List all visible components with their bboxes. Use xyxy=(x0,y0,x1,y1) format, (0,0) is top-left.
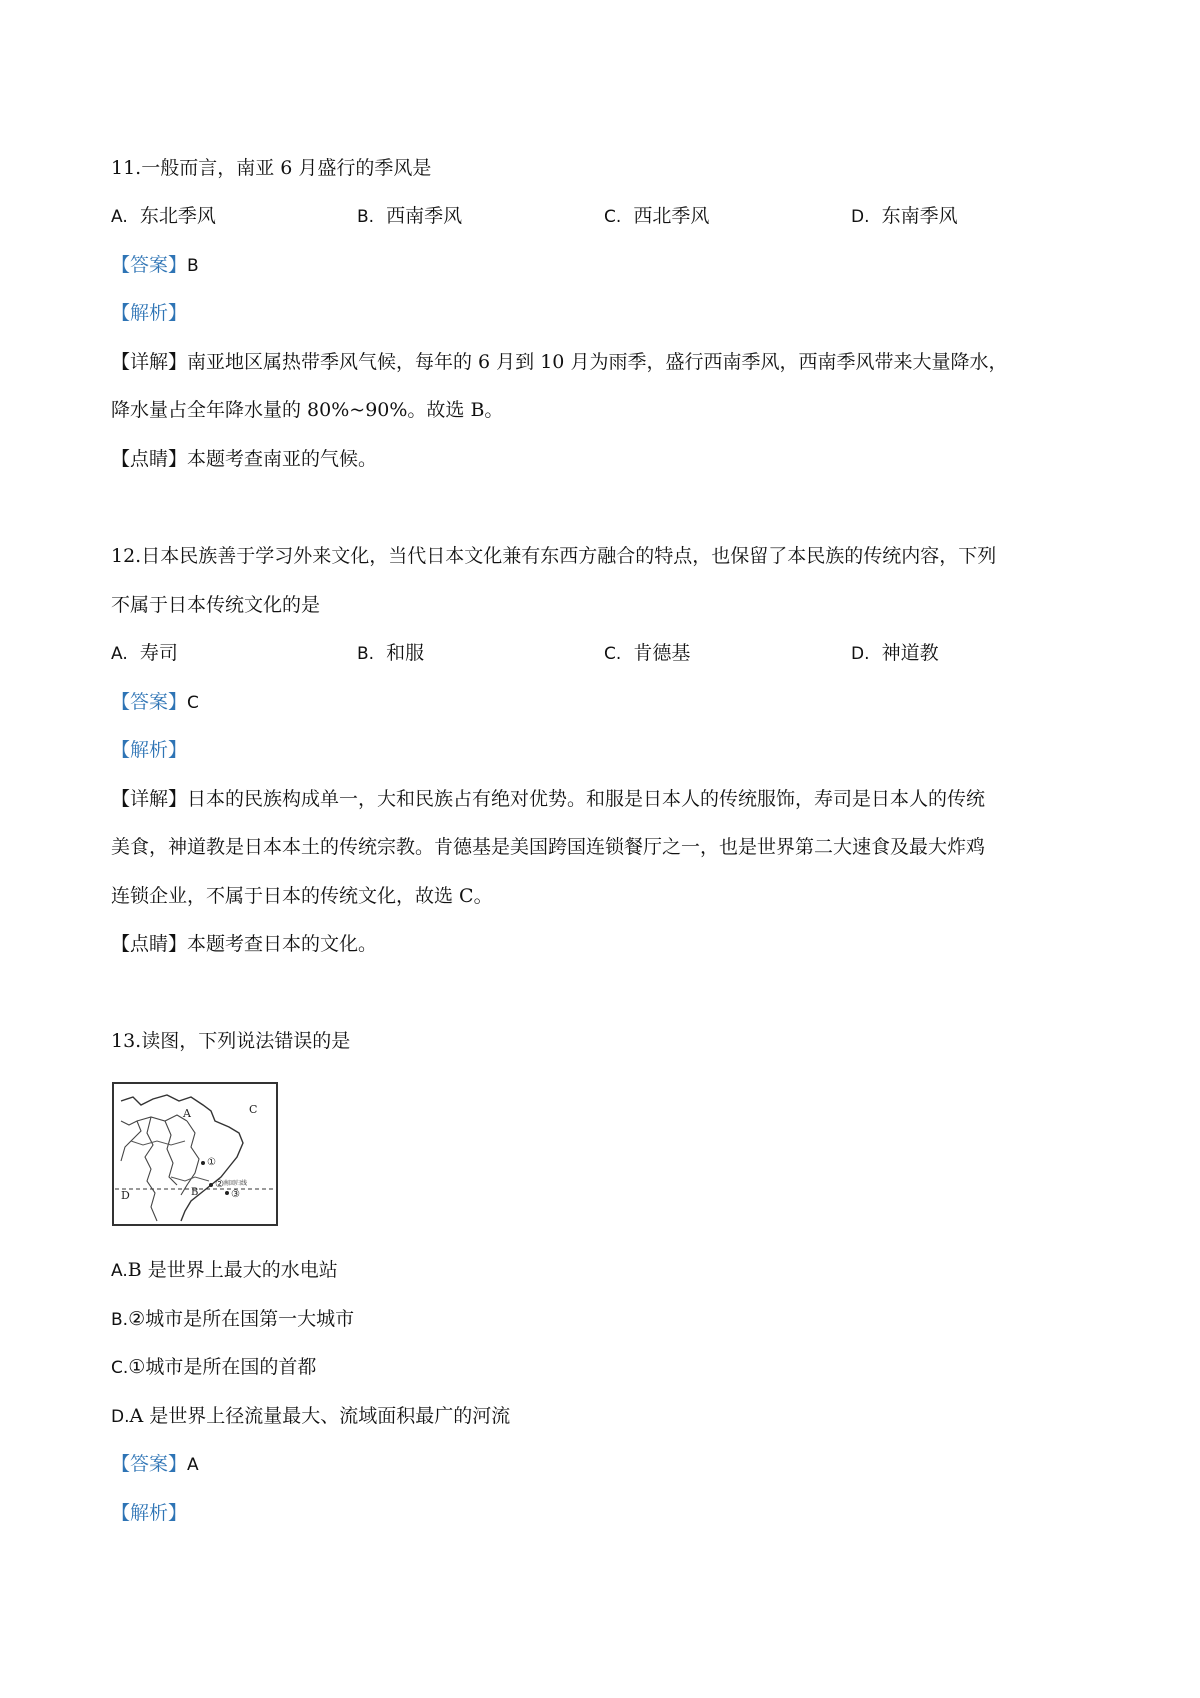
analysis-label: 【解析】 xyxy=(111,302,188,324)
q13-option-a: A.B 是世界上最大的水电站 xyxy=(111,1259,338,1281)
comment-label: 【点睛】 xyxy=(111,933,188,955)
q13-answer xyxy=(111,1451,199,1478)
map-label-tropic: 南回归线 xyxy=(223,1180,248,1187)
comment-label: 【点睛】 xyxy=(111,448,188,470)
q11-detail-line-2: 降水量占全年降水量的 80%~90%。故选 B。 xyxy=(111,399,504,421)
map-label-city1: ① xyxy=(207,1157,216,1168)
q13-option-b: B.②城市是所在国第一大城市 xyxy=(111,1308,355,1330)
analysis-label: 【解析】 xyxy=(111,1502,188,1524)
answer-label: 【答案】 xyxy=(111,1453,188,1475)
map-label-b: B xyxy=(191,1187,199,1198)
q11-option-c: C. 西北季风 xyxy=(604,205,710,227)
map-label-city2: ② xyxy=(215,1179,224,1190)
map-label-d: D xyxy=(121,1189,130,1202)
city-dot xyxy=(209,1183,213,1187)
q11-option-d: D. 东南季风 xyxy=(851,205,958,227)
q12-stem-line-1: 12.日本民族善于学习外来文化，当代日本文化兼有东西方融合的特点，也保留了本民族的传统内容，下列 xyxy=(111,545,997,567)
q12-option-d: D. 神道教 xyxy=(851,642,939,664)
q11-stem: 11.一般而言，南亚 6 月盛行的季风是 xyxy=(111,157,432,179)
q13-option-c: C.①城市是所在国的首都 xyxy=(111,1356,317,1378)
detail-label: 【详解】 xyxy=(111,351,188,373)
answer-value: C xyxy=(187,693,199,713)
city-dot xyxy=(201,1161,205,1165)
map-label-a: A xyxy=(183,1107,191,1120)
q13-option-d: D.A 是世界上径流量最大、流域面积最广的河流 xyxy=(111,1405,511,1427)
map-label-city3: ③ xyxy=(231,1189,240,1200)
answer-value: A xyxy=(187,1455,199,1475)
answer-label: 【答案】 xyxy=(111,254,188,276)
city-dot xyxy=(225,1191,229,1195)
answer-label: 【答案】 xyxy=(111,691,188,713)
q12-detail-line-2: 美食，神道教是日本本土的传统宗教。肯德基是美国跨国连锁餐厅之一，也是世界第二大速食及最大炸鸡 xyxy=(111,836,986,858)
q12-detail-line-3: 连锁企业，不属于日本的传统文化，故选 C。 xyxy=(111,885,493,907)
q11-comment: 【点睛】本题考查南亚的气候。 xyxy=(111,448,378,470)
q11-option-b: B. 西南季风 xyxy=(357,205,463,227)
q11-detail-line-1: 【详解】南亚地区属热带季风气候，每年的 6 月到 10 月为雨季，盛行西南季风，西南季风带来大量降水， xyxy=(111,351,1008,373)
q13-analysis xyxy=(111,1500,187,1526)
q12-analysis xyxy=(111,737,187,763)
q13-stem: 13.读图，下列说法错误的是 xyxy=(111,1030,351,1052)
q12-option-b: B. 和服 xyxy=(357,642,425,664)
map-label-c: C xyxy=(249,1103,258,1116)
q12-answer xyxy=(111,689,199,716)
q11-answer xyxy=(111,252,199,279)
q12-option-a: A. 寿司 xyxy=(111,642,178,664)
q12-option-c: C. 肯德基 xyxy=(604,642,691,664)
q11-analysis xyxy=(111,300,187,326)
analysis-label: 【解析】 xyxy=(111,739,188,761)
south-america-map xyxy=(111,1081,281,1231)
q12-comment: 【点睛】本题考查日本的文化。 xyxy=(111,933,378,955)
q12-stem-line-2: 不属于日本传统文化的是 xyxy=(111,594,321,616)
answer-value: B xyxy=(187,256,199,276)
q11-option-a: A. 东北季风 xyxy=(111,205,216,227)
detail-label: 【详解】 xyxy=(111,788,188,810)
q12-detail-line-1: 【详解】日本的民族构成单一，大和民族占有绝对优势。和服是日本人的传统服饰，寿司是日本人的传统 xyxy=(111,788,986,810)
